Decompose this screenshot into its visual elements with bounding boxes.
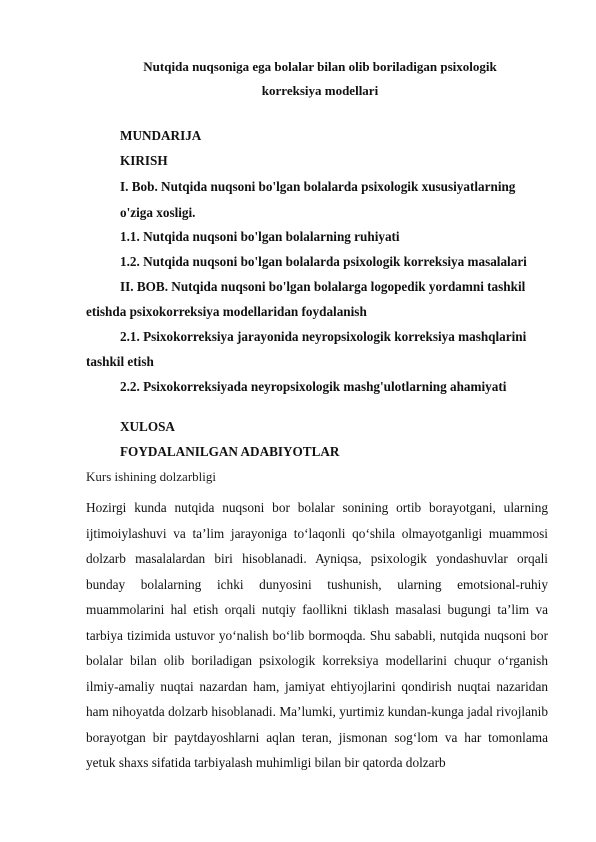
toc-item-introduction: KIRISH [120,153,168,168]
toc-item-chapter-1-cont: o'ziga xosligi. [120,205,196,220]
toc-item-2-2: 2.2. Psixokorreksiyada neyropsixologik mashg'ulotlarning ahamiyati [120,379,507,394]
section-heading: Kurs ishining dolzarbligi [86,469,216,484]
toc-item-chapter-1: I. Bob. Nutqida nuqsoni bo'lgan bolalarda psixologik xususiyatlarning [120,179,516,194]
toc-item-2-1: 2.1. Psixokorreksiya jarayonida neyropsixologik korreksiya mashqlarini [120,329,527,344]
toc-item-conclusion: XULOSA [120,419,175,434]
toc-item-1-1: 1.1. Nutqida nuqsoni bo'lgan bolalarning ruhiyati [120,229,400,244]
toc-item-chapter-2: II. BOB. Nutqida nuqsoni bo'lgan bolalarga logopedik yordamni tashkil [120,279,526,294]
toc-item-2-1-cont: tashkil etish [86,354,154,369]
document-title-line-2: korreksiya modellari [261,83,379,98]
toc-item-1-2: 1.2. Nutqida nuqsoni bo'lgan bolalarda psixologik korreksiya masalalari [120,254,527,269]
toc-item-references: FOYDALANILGAN ADABIYOTLAR [120,444,340,459]
toc-heading: MUNDARIJA [120,128,202,143]
toc-item-chapter-2-cont: etishda psixokorreksiya modellaridan foydalanish [86,304,367,319]
body-text [86,495,548,776]
document-title-line-1: Nutqida nuqsoniga ega bolalar bilan olib boriladigan psixologik [143,59,497,74]
paragraph: Hozirgi kunda nutqida nuqsoni bor bolalar sonining ortib borayotgani, ularning ijtimoiylashuvi va ta’lim jarayoniga to‘laqonli qo‘shila olmayotganligi muammosi dolzarb masalalardan biri hisoblanadi. Ayniqsa, psixologik yondashuvlar orqali bunday bolalarning ichki dunyosini tushunish, ularning emotsional-ruhiy muammolarini hal etish orqali nutqiy faollikni tiklash masalasi bugungi ta’lim va tarbiya tizimida ustuvor yo‘nalish bo‘lib bormoqda. Shu sababli, nutqida nuqsoni bor bolalar bilan olib boriladigan psixologik korreksiya modellarini chuqur o‘rganish ilmiy-amaliy nuqtai nazardan ham, jamiyat ehtiyojlarini qondirish nuqtai nazaridan ham nihoyatda dolzarb hisoblanadi. Ma’lumki, yurtimiz kundan-kunga jadal rivojlanib borayotgan bir paytdayoshlarni aqlan teran, jismonan sog‘lom va har tomonlama yetuk shaxs sifatida tarbiyalash muhimligi bilan bir qatorda dolzarb [86,500,548,770]
